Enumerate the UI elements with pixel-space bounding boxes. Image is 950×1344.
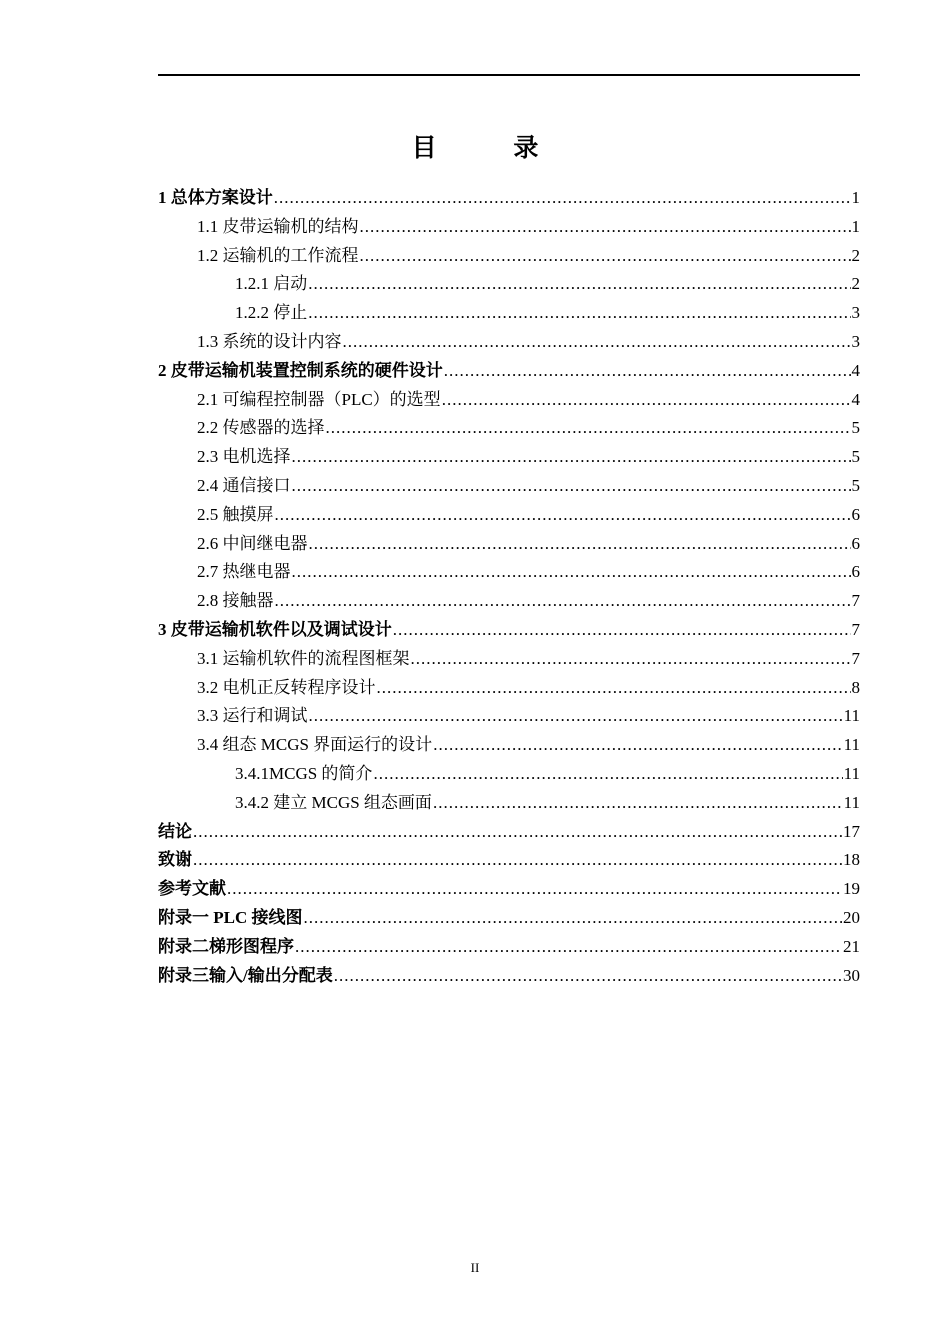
toc-dot-leader — [193, 850, 842, 870]
toc-entry-page: 20 — [843, 907, 860, 927]
toc-dot-leader — [433, 735, 842, 755]
toc-entry-label: 2.5 触摸屏 — [197, 504, 274, 524]
toc-entry-page: 1 — [851, 216, 860, 236]
toc-entry-page: 11 — [843, 706, 860, 726]
toc-dot-leader — [292, 447, 851, 467]
toc-entry[interactable] — [158, 701, 860, 730]
toc-entry[interactable] — [158, 356, 860, 385]
toc-entry-label: 2.2 传感器的选择 — [197, 418, 325, 438]
toc-dot-leader — [393, 620, 851, 640]
toc-entry-page: 2 — [851, 274, 860, 294]
page-number: II — [470, 1260, 480, 1275]
toc-dot-leader — [292, 476, 851, 496]
toc-entry[interactable] — [158, 903, 860, 932]
toc-dot-leader — [360, 217, 851, 237]
toc-dot-leader — [360, 246, 851, 266]
table-of-contents — [158, 183, 860, 989]
toc-dot-leader — [308, 303, 850, 323]
toc-dot-leader — [373, 764, 842, 784]
toc-entry-page: 6 — [851, 533, 860, 553]
toc-entry[interactable] — [158, 961, 860, 990]
toc-entry-label: 附录三输入/输出分配表 — [158, 965, 333, 985]
toc-entry-page: 17 — [843, 821, 860, 841]
toc-dot-leader — [442, 390, 851, 410]
toc-entry-label: 1 总体方案设计 — [158, 188, 273, 207]
toc-entry-label: 1.2 运输机的工作流程 — [197, 245, 359, 265]
page-title: 目 录 — [411, 133, 573, 162]
toc-entry[interactable] — [158, 788, 860, 817]
toc-dot-leader — [295, 937, 842, 957]
toc-entry-label: 1.2.2 停止 — [235, 303, 308, 323]
toc-entry-page: 5 — [851, 418, 860, 438]
toc-entry-label: 1.3 系统的设计内容 — [197, 331, 342, 351]
toc-entry-page: 3 — [851, 303, 860, 323]
toc-entry-page: 3 — [851, 331, 860, 351]
toc-entry-page: 7 — [851, 648, 860, 668]
toc-entry-label: 3.4 组态 MCGS 界面运行的设计 — [197, 735, 433, 755]
toc-entry[interactable] — [158, 529, 860, 558]
toc-entry-label: 3.2 电机正反转程序设计 — [197, 677, 376, 697]
toc-dot-leader — [292, 562, 851, 582]
toc-dot-leader — [275, 591, 851, 611]
toc-entry[interactable] — [158, 644, 860, 673]
toc-entry-label: 2.1 可编程控制器（PLC）的选型 — [197, 389, 441, 409]
toc-entry-label: 1.2.1 启动 — [235, 274, 308, 294]
toc-entry-label: 3 皮带运输机软件以及调试设计 — [158, 619, 392, 639]
toc-dot-leader — [309, 534, 851, 554]
toc-dot-leader — [343, 332, 851, 352]
toc-dot-leader — [193, 822, 842, 842]
toc-entry-page: 21 — [843, 936, 860, 956]
toc-entry[interactable] — [158, 471, 860, 500]
toc-dot-leader — [444, 361, 851, 381]
toc-entry-page: 1 — [851, 188, 860, 207]
toc-entry-label: 3.4.2 建立 MCGS 组态画面 — [235, 792, 432, 812]
toc-entry-page: 19 — [843, 879, 860, 899]
toc-dot-leader — [227, 879, 842, 899]
toc-entry[interactable] — [158, 730, 860, 759]
toc-entry-page: 7 — [851, 619, 860, 639]
toc-entry-label: 2.6 中间继电器 — [197, 533, 308, 553]
toc-entry-label: 参考文献 — [158, 879, 226, 899]
toc-entry-label: 3.1 运输机软件的流程图框架 — [197, 648, 410, 668]
toc-entry-label: 附录二梯形图程序 — [158, 936, 294, 956]
toc-dot-leader — [377, 678, 851, 698]
toc-entry-page: 11 — [843, 763, 860, 783]
header-rule — [158, 74, 860, 76]
toc-dot-leader — [304, 908, 843, 928]
toc-entry-page: 5 — [851, 475, 860, 495]
toc-entry-page: 2 — [851, 245, 860, 265]
toc-dot-leader — [411, 649, 851, 669]
toc-entry[interactable] — [158, 442, 860, 471]
toc-dot-leader — [275, 505, 851, 525]
toc-entry[interactable] — [158, 845, 860, 874]
toc-dot-leader — [309, 706, 843, 726]
toc-entry-label: 2.4 通信接口 — [197, 475, 291, 495]
toc-dot-leader — [334, 966, 842, 986]
toc-entry[interactable] — [158, 385, 860, 414]
toc-entry[interactable] — [158, 413, 860, 442]
toc-entry-label: 2.7 热继电器 — [197, 562, 291, 582]
toc-entry[interactable] — [158, 615, 860, 644]
toc-entry[interactable] — [158, 673, 860, 702]
toc-entry-label: 附录一 PLC 接线图 — [158, 907, 303, 927]
toc-entry-page: 7 — [851, 591, 860, 611]
toc-entry-page: 11 — [843, 735, 860, 755]
toc-entry[interactable] — [158, 269, 860, 298]
toc-entry-page: 11 — [843, 792, 860, 812]
toc-entry[interactable] — [158, 298, 860, 327]
toc-entry-page: 6 — [851, 504, 860, 524]
toc-entry-label: 3.4.1MCGS 的简介 — [235, 763, 373, 783]
toc-entry[interactable] — [158, 557, 860, 586]
toc-entry-page: 4 — [851, 389, 860, 409]
toc-entry-label: 结论 — [158, 821, 192, 841]
toc-dot-leader — [326, 418, 851, 438]
toc-entry-label: 2.3 电机选择 — [197, 447, 291, 467]
toc-entry[interactable] — [158, 212, 860, 241]
toc-dot-leader — [308, 274, 850, 294]
toc-entry-label: 3.3 运行和调试 — [197, 706, 308, 726]
toc-dot-leader — [433, 793, 843, 813]
toc-entry[interactable] — [158, 817, 860, 846]
toc-entry-page: 30 — [843, 965, 860, 985]
toc-entry-label: 1.1 皮带运输机的结构 — [197, 216, 359, 236]
toc-entry[interactable] — [158, 183, 860, 212]
toc-dot-leader — [274, 188, 851, 208]
toc-entry-label: 致谢 — [158, 850, 192, 870]
toc-entry[interactable] — [158, 327, 860, 356]
toc-entry-page: 18 — [843, 850, 860, 870]
toc-entry-page: 6 — [851, 562, 860, 582]
toc-entry[interactable] — [158, 874, 860, 903]
toc-entry-label: 2 皮带运输机装置控制系统的硬件设计 — [158, 360, 443, 380]
toc-entry[interactable] — [158, 500, 860, 529]
toc-entry-page: 8 — [851, 677, 860, 697]
toc-entry[interactable] — [158, 759, 860, 788]
toc-entry[interactable] — [158, 932, 860, 961]
toc-entry-label: 2.8 接触器 — [197, 591, 274, 611]
toc-entry[interactable] — [158, 586, 860, 615]
toc-entry[interactable] — [158, 241, 860, 270]
toc-entry-page: 4 — [851, 360, 860, 380]
toc-entry-page: 5 — [851, 447, 860, 467]
